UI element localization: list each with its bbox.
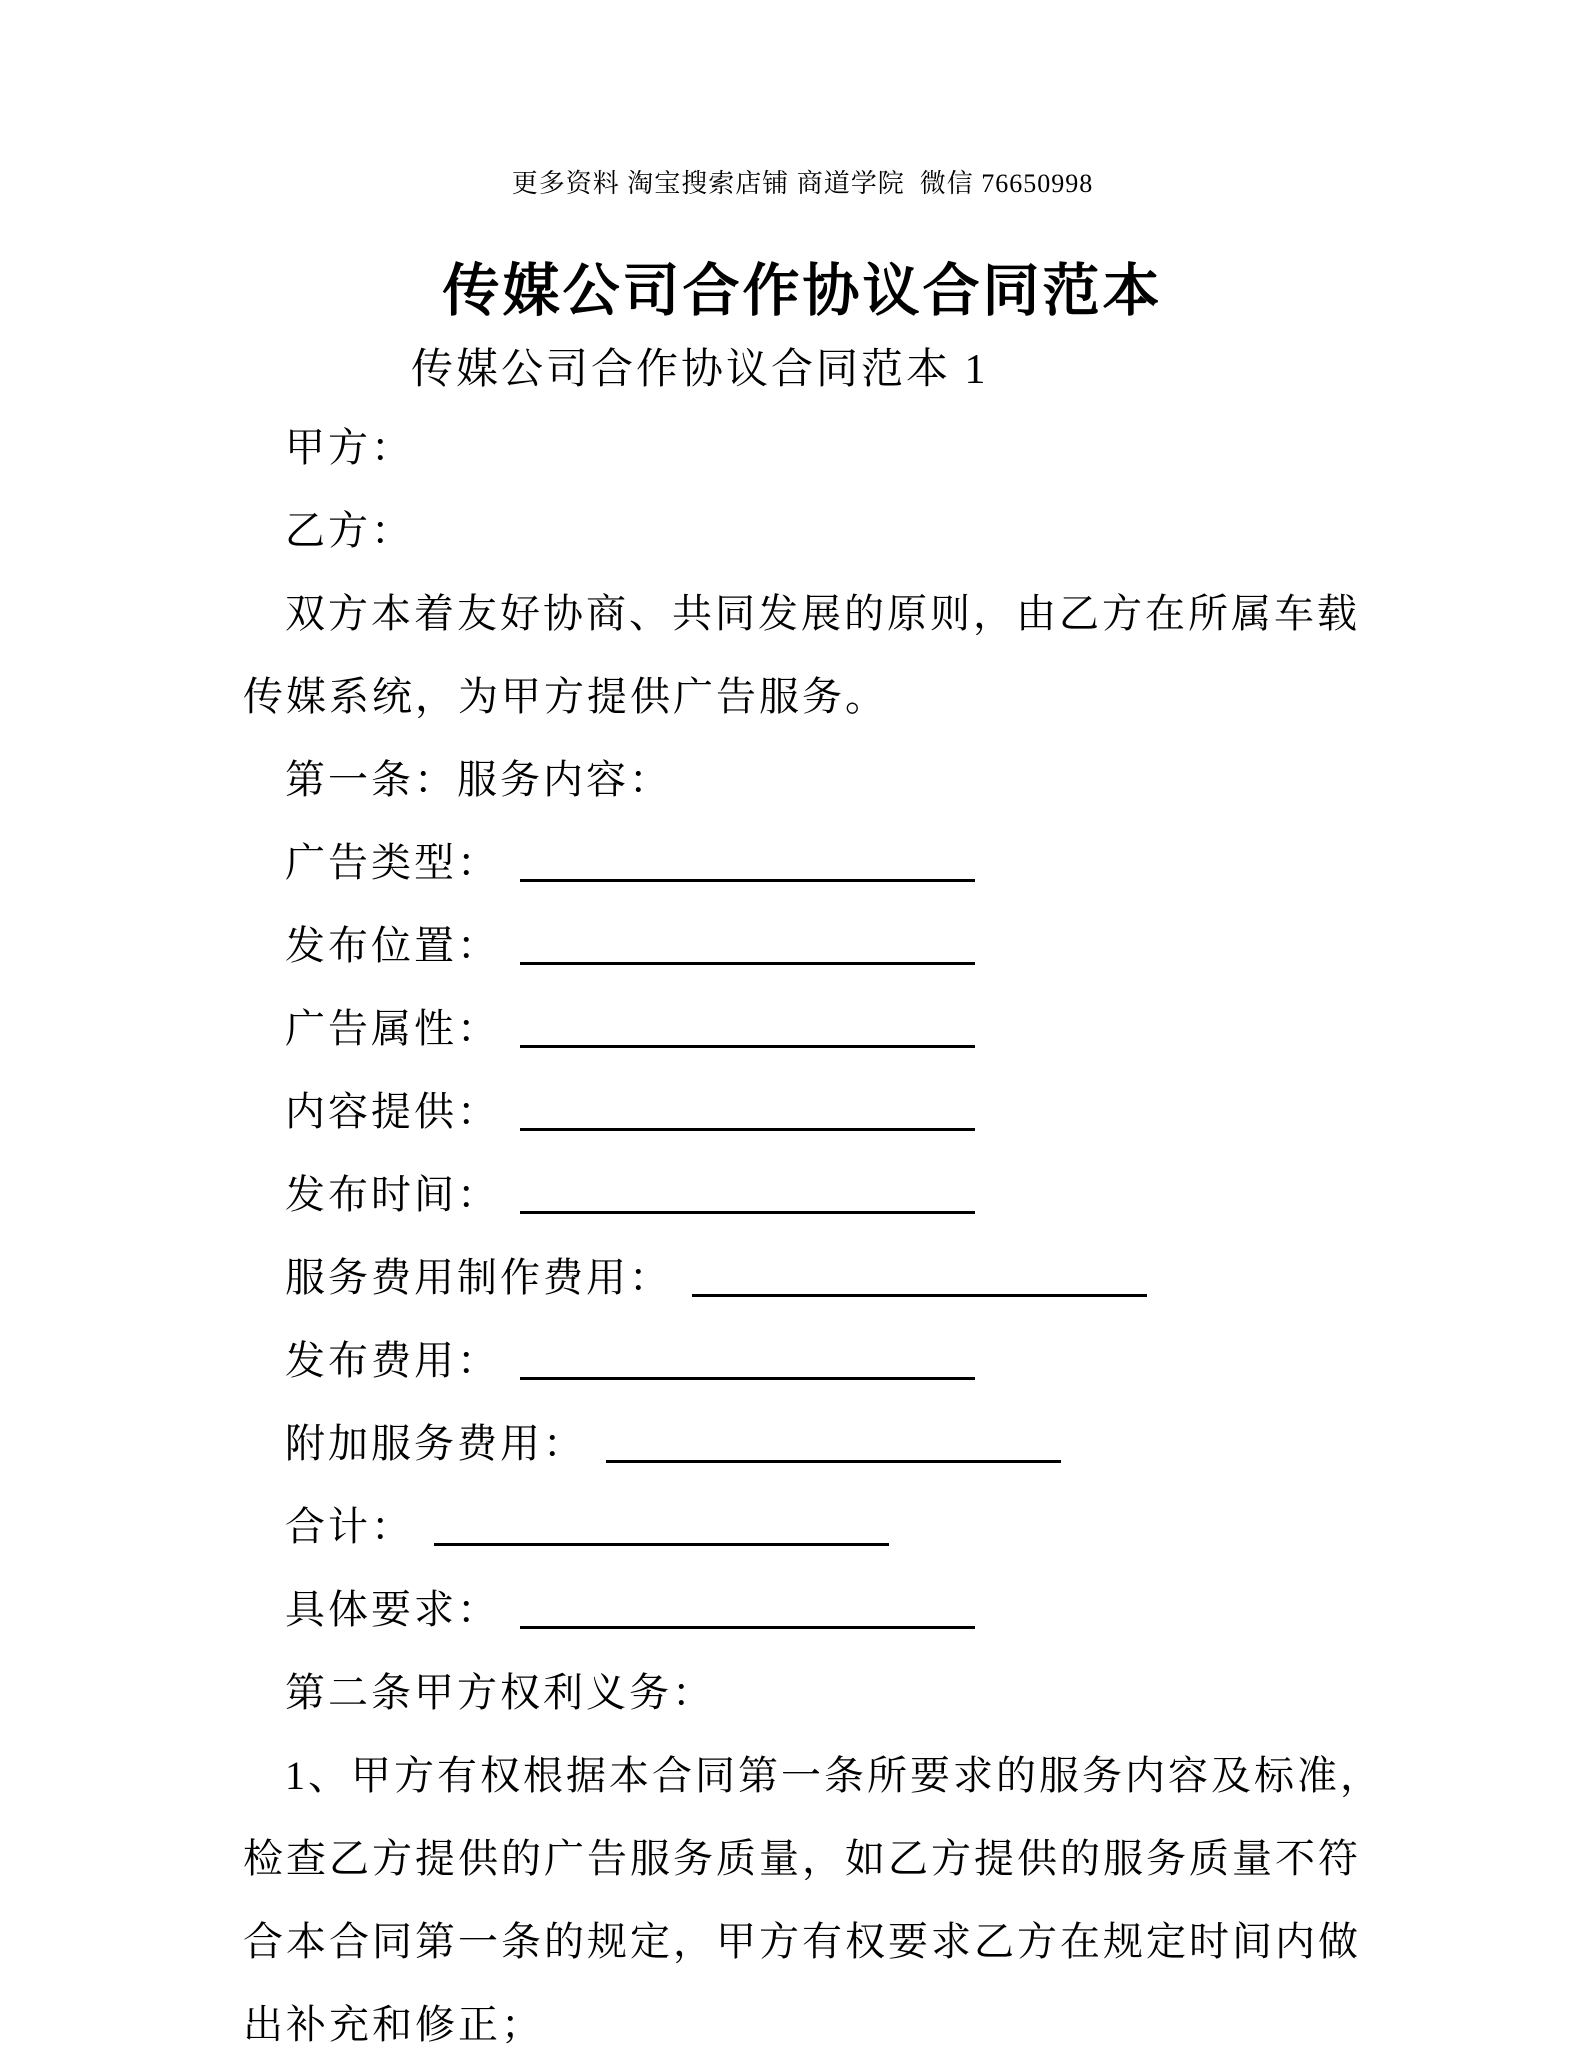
party-a-line: 甲方： (285, 425, 414, 470)
clause1-line-4: 出补充和修正； (243, 2002, 544, 2047)
blank-fill-line (692, 1262, 1147, 1297)
form-label-specific-requirements: 具体要求： (285, 1587, 500, 1632)
document-content (243, 164, 1383, 2047)
header-note: 更多资料 淘宝搜索店铺 商道学院 微信 76650998 (511, 169, 1094, 198)
blank-fill-line (520, 930, 975, 965)
form-label-ad-type: 广告类型： (285, 840, 500, 885)
clause1-line-1: 1、甲方有权根据本合同第一条所要求的服务内容及标准， (285, 1753, 1383, 1798)
form-label-service-production-fee: 服务费用制作费用： (285, 1255, 672, 1300)
blank-fill-line (520, 1013, 975, 1048)
form-label-publish-time: 发布时间： (285, 1172, 500, 1217)
blank-fill-line (520, 1179, 975, 1214)
form-row-publish-fee (243, 1319, 1362, 1402)
document-subtitle: 传媒公司合作协议合同范本 1 (411, 347, 989, 393)
form-row-additional-service-fee (243, 1402, 1362, 1485)
section1-heading: 第一条：服务内容： (285, 757, 672, 802)
intro-line-2: 传媒系统，为甲方提供广告服务。 (243, 674, 888, 719)
form-label-publish-fee: 发布费用： (285, 1338, 500, 1383)
form-row-total (243, 1485, 1362, 1568)
blank-fill-line (434, 1511, 889, 1546)
form-label-publish-position: 发布位置： (285, 923, 500, 968)
clause1-line-3: 合本合同第一条的规定，甲方有权要求乙方在规定时间内做 (243, 1919, 1361, 1964)
form-row-content-provider (243, 1070, 1362, 1153)
form-row-specific-requirements (243, 1568, 1362, 1651)
blank-fill-line (520, 1345, 975, 1380)
form-row-publish-position (243, 904, 1362, 987)
party-b-line: 乙方： (285, 508, 414, 553)
form-row-ad-attribute (243, 987, 1362, 1070)
blank-fill-line (520, 1594, 975, 1629)
form-label-content-provider: 内容提供： (285, 1089, 500, 1134)
form-row-publish-time (243, 1153, 1362, 1236)
blank-fill-line (606, 1428, 1061, 1463)
section2-heading: 第二条甲方权利义务： (285, 1670, 715, 1715)
form-label-total: 合计： (285, 1504, 414, 1549)
form-label-ad-attribute: 广告属性： (285, 1006, 500, 1051)
form-row-ad-type (243, 821, 1362, 904)
document-title: 传媒公司合作协议合同范本 (442, 260, 1163, 323)
clause1-line-2: 检查乙方提供的广告服务质量，如乙方提供的服务质量不符 (243, 1836, 1361, 1881)
intro-line-1: 双方本着友好协商、共同发展的原则，由乙方在所属车载 (285, 591, 1360, 636)
blank-fill-line (520, 1096, 975, 1131)
form-row-service-production-fee (243, 1236, 1362, 1319)
blank-fill-line (520, 847, 975, 882)
form-label-additional-service-fee: 附加服务费用： (285, 1421, 586, 1466)
